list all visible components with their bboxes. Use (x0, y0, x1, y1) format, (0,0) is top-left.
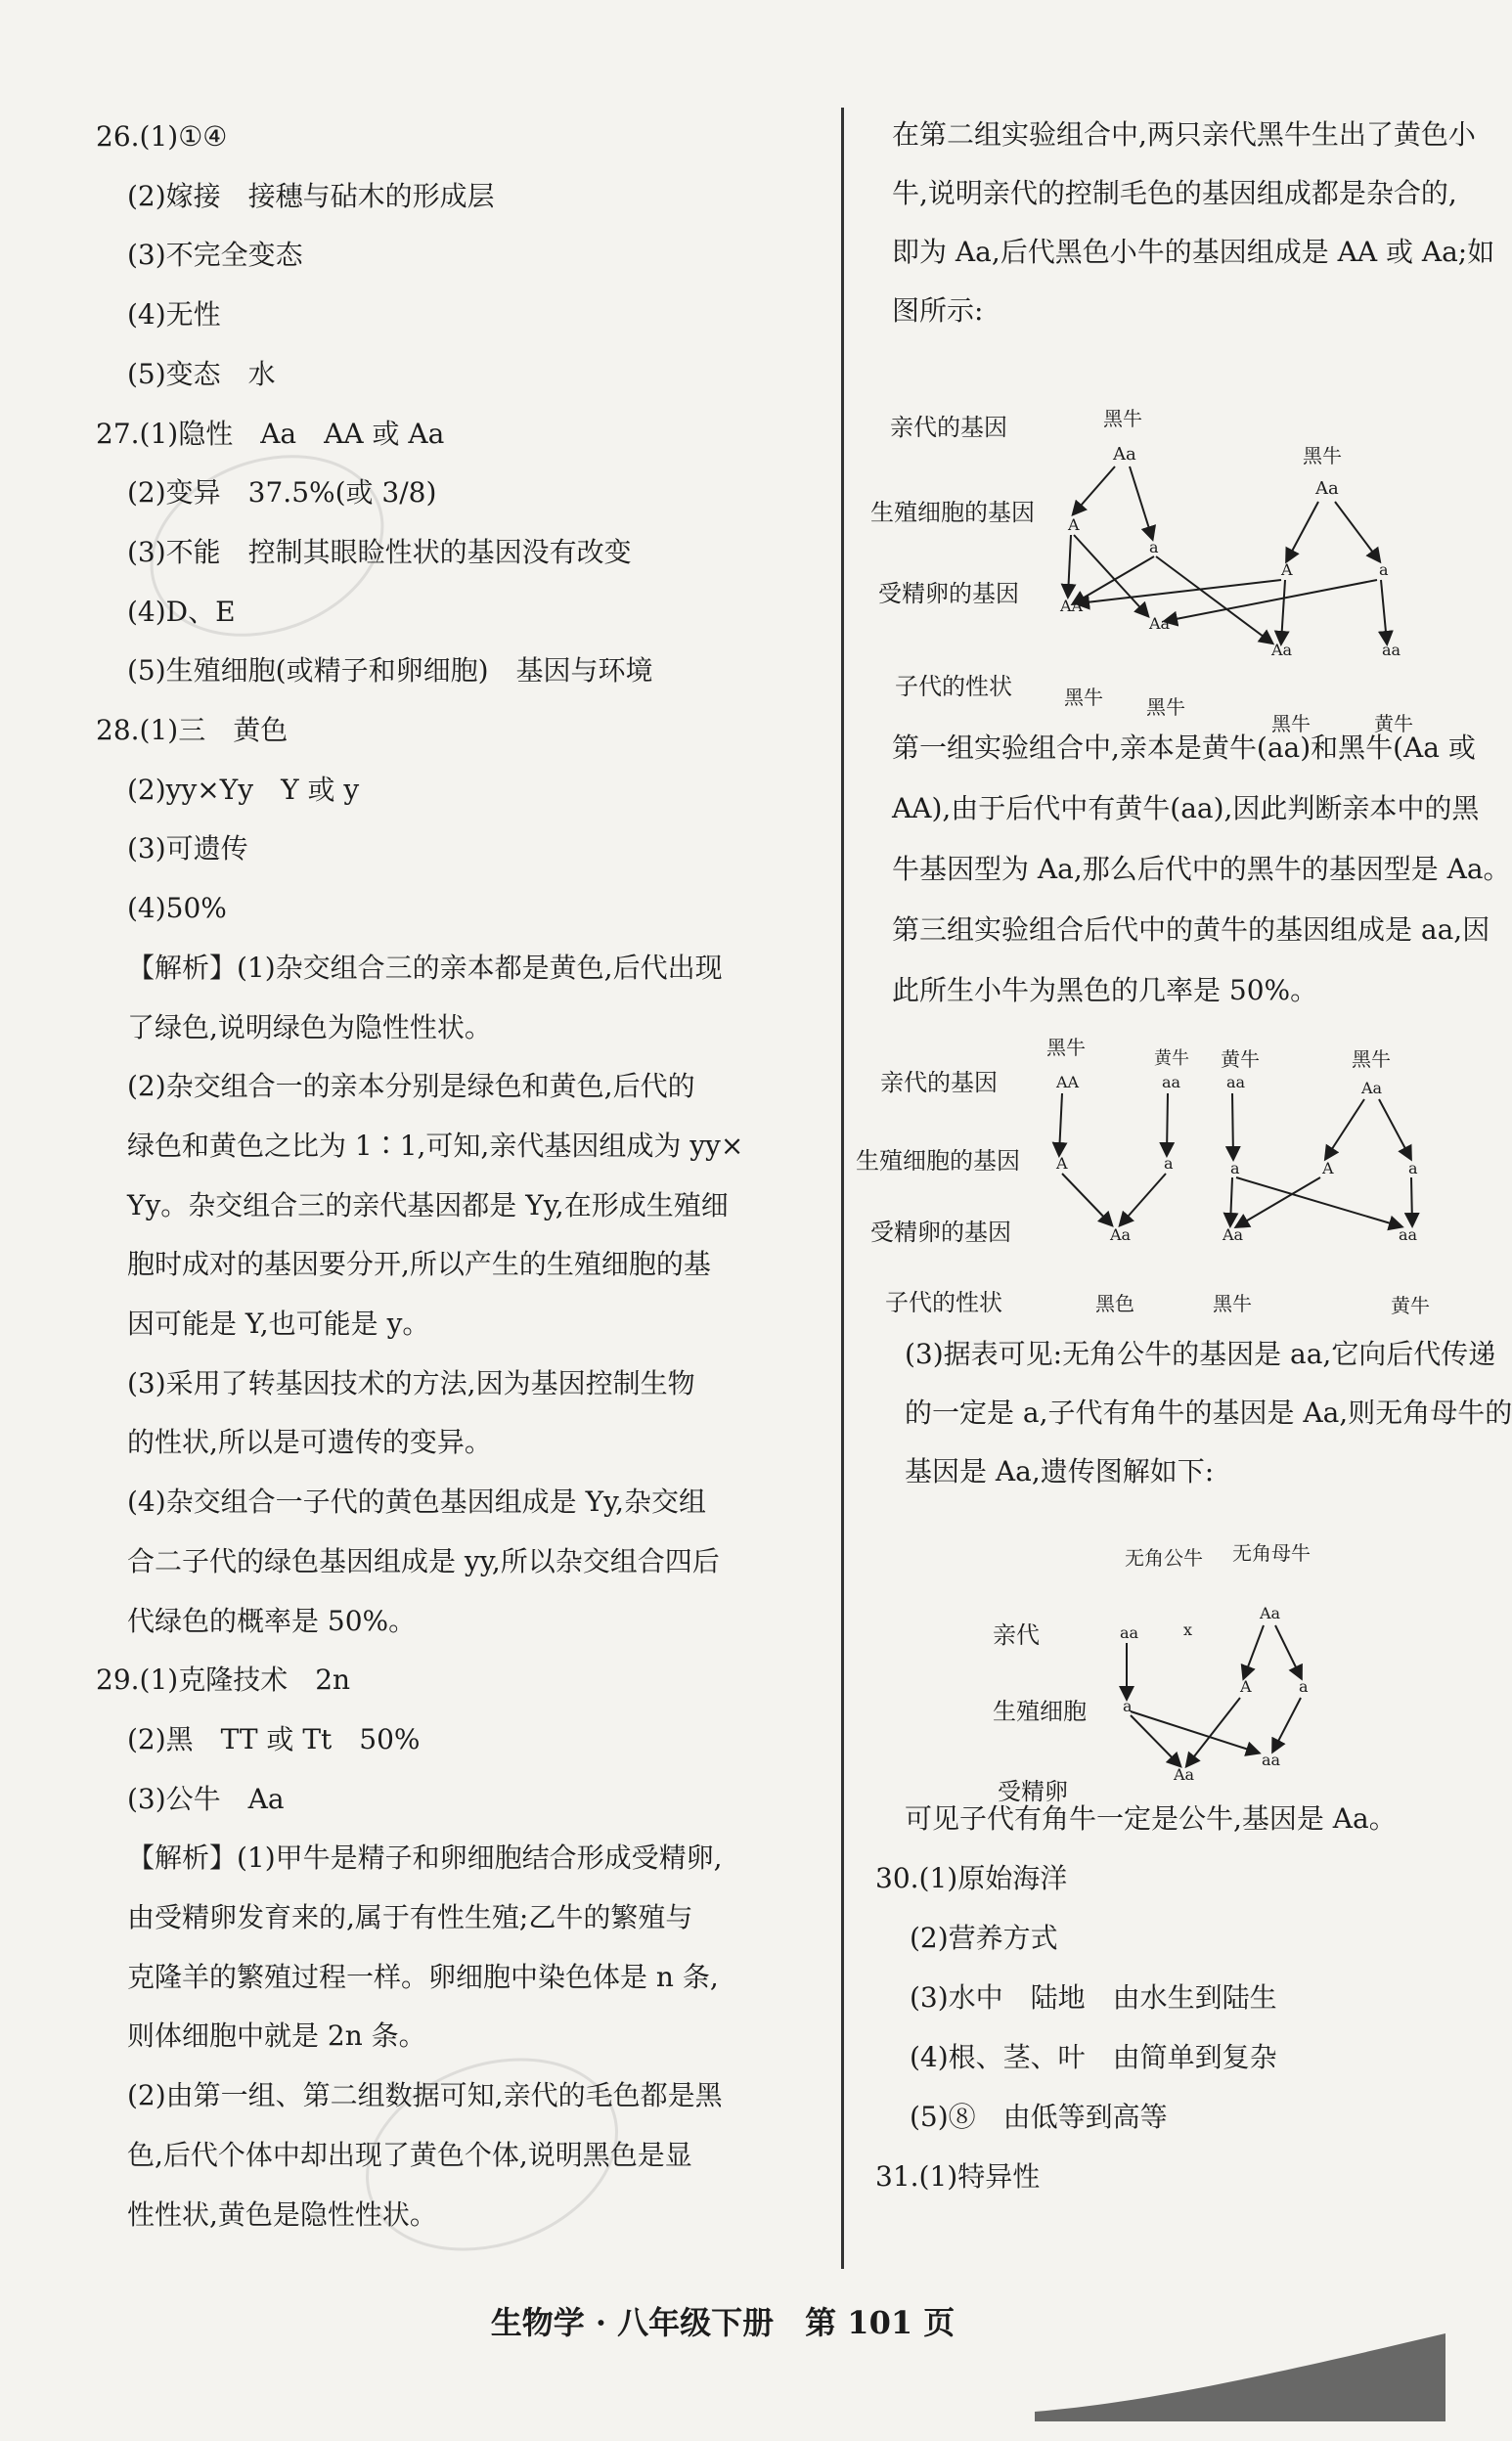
text-line: 牛基因型为 Aa,那么后代中的黑牛的基因型是 Aa。 (892, 853, 1511, 885)
d2-gamete: a (1230, 1159, 1240, 1177)
d1-row-label: 亲代的基因 (890, 414, 1007, 441)
d2-parent-gene: AA (1056, 1073, 1080, 1091)
d2-zygote: Aa (1223, 1225, 1244, 1244)
d2-parent-gene: aa (1226, 1073, 1246, 1091)
d3-cross: x (1183, 1620, 1193, 1639)
text-line: 性性状,黄色是隐性性状。 (127, 2197, 437, 2231)
scan-shadow-decoration (1035, 2333, 1445, 2421)
d1-zygote: aa (1382, 641, 1401, 659)
text-line: 即为 Aa,后代黑色小牛的基因组成是 AA 或 Aa;如 (892, 236, 1495, 268)
d1-row-label: 生殖细胞的基因 (870, 499, 1035, 526)
d1-parent: 黑牛 (1303, 444, 1342, 467)
text-line: (3)据表可见:无角公牛的基因是 aa,它向后代传递 (905, 1338, 1496, 1370)
d2-row-label: 生殖细胞的基因 (856, 1147, 1020, 1175)
text-line: (5)⑧ 由低等到高等 (910, 2101, 1168, 2133)
d3-gamete: A (1240, 1677, 1252, 1696)
inheritance-diagram-1 (851, 386, 1438, 735)
text-line: 第三组实验组合后代中的黄牛的基因组成是 aa,因 (892, 913, 1490, 946)
text-line: (5)变态 水 (127, 357, 276, 390)
text-line: 绿色和黄色之比为 1∶1,可知,亲代基因组成为 yy× (127, 1129, 744, 1162)
text-line: 了绿色,说明绿色为隐性性状。 (127, 1010, 492, 1043)
d1-offspring: 黑牛 (1146, 695, 1185, 719)
text-line: 26.(1)①④ (96, 120, 228, 153)
text-line: 的性状,所以是可遗传的变异。 (127, 1426, 492, 1459)
d2-parent-gene: aa (1162, 1073, 1181, 1091)
d2-parent: 黄牛 (1221, 1047, 1260, 1071)
text-line: (4)杂交组合一子代的黄色基因组成是 Yy,杂交组 (127, 1486, 707, 1519)
text-line: (3)采用了转基因技术的方法,因为基因控制生物 (127, 1366, 695, 1399)
text-line: (2)yy×Yy Y 或 y (127, 773, 360, 806)
text-line: 图所示: (892, 294, 984, 327)
d2-row-label: 亲代的基因 (880, 1069, 998, 1096)
text-line: (2)黑 TT 或 Tt 50% (127, 1722, 421, 1755)
d1-zygote: Aa (1271, 641, 1293, 659)
text-line: 可见子代有角牛一定是公牛,基因是 Aa。 (905, 1802, 1397, 1835)
text-line: 牛,说明亲代的控制毛色的基因组成都是杂合的, (892, 177, 1457, 209)
text-line: (4)50% (127, 892, 227, 925)
d3-row-label: 受精卵 (998, 1778, 1068, 1805)
text-line: 28.(1)三 黄色 (96, 714, 289, 746)
d3-zygote: aa (1262, 1751, 1281, 1769)
text-line: 胞时成对的基因要分开,所以产生的生殖细胞的基 (127, 1248, 711, 1281)
d2-offspring: 黑牛 (1213, 1292, 1252, 1315)
d3-row-label: 亲代 (993, 1621, 1040, 1649)
text-line: 【解析】(1)甲牛是精子和卵细胞结合形成受精卵, (127, 1842, 723, 1875)
d1-zygote: Aa (1149, 614, 1171, 633)
text-line: 31.(1)特异性 (875, 2160, 1041, 2193)
d3-parent: 无角母牛 (1232, 1541, 1311, 1565)
d1-row-label: 受精卵的基因 (878, 580, 1019, 607)
text-line: 基因是 Aa,遗传图解如下: (905, 1455, 1215, 1487)
text-line: (3)公牛 Aa (127, 1782, 285, 1815)
d1-zygote: AA (1060, 597, 1084, 615)
text-line: 因可能是 Y,也可能是 y。 (127, 1308, 430, 1340)
text-line: (4)D、E (127, 595, 236, 628)
d2-gamete: a (1408, 1159, 1418, 1177)
d1-gamete: a (1149, 538, 1159, 556)
column-divider (841, 108, 844, 2269)
d2-row-label: 受精卵的基因 (870, 1219, 1011, 1246)
d2-gamete: A (1322, 1159, 1334, 1177)
text-line: 克隆羊的繁殖过程一样。卵细胞中染色体是 n 条, (127, 1960, 719, 1993)
d2-offspring: 黄牛 (1391, 1294, 1430, 1317)
text-line: (2)营养方式 (910, 1922, 1058, 1954)
d2-zygote: Aa (1110, 1225, 1132, 1244)
text-line: 合二子代的绿色基因组成是 yy,所以杂交组合四后 (127, 1544, 720, 1577)
text-line: 在第二组实验组合中,两只亲代黑牛生出了黄色小 (892, 118, 1476, 151)
text-line: 代绿色的概率是 50%。 (127, 1604, 417, 1637)
d3-gamete: a (1123, 1697, 1133, 1715)
text-line: 色,后代个体中却出现了黄色个体,说明黑色是显 (127, 2138, 692, 2171)
d1-parent: 黑牛 (1103, 407, 1142, 430)
text-line: 的一定是 a,子代有角牛的基因是 Aa,则无角母牛的 (905, 1397, 1512, 1429)
d1-gamete: A (1068, 515, 1080, 534)
inheritance-diagram-3 (988, 1526, 1379, 1819)
d1-row-label: 子代的性状 (895, 673, 1012, 700)
text-line: (2)由第一组、第二组数据可知,亲代的毛色都是黑 (127, 2079, 723, 2112)
d2-offspring: 黑色 (1095, 1292, 1134, 1315)
d2-gamete: A (1056, 1154, 1068, 1173)
d2-parent: 黄牛 (1154, 1048, 1189, 1069)
text-line: (4)无性 (127, 298, 221, 332)
text-line: (3)不完全变态 (127, 239, 303, 272)
d1-offspring: 黄牛 (1374, 712, 1413, 735)
text-line: (3)水中 陆地 由水生到陆生 (910, 1981, 1277, 2014)
d3-parent-gene: Aa (1260, 1604, 1281, 1622)
d2-zygote: aa (1399, 1225, 1418, 1244)
text-line: (3)不能 控制其眼睑性状的基因没有改变 (127, 535, 632, 568)
d1-offspring: 黑牛 (1271, 712, 1311, 735)
d2-parent: 黑牛 (1046, 1036, 1086, 1059)
d3-gamete: a (1299, 1677, 1309, 1696)
text-line: 由受精卵发育来的,属于有性生殖;乙牛的繁殖与 (127, 1901, 693, 1933)
d3-parent-gene: aa (1120, 1623, 1139, 1642)
d1-parent-gene: Aa (1315, 478, 1339, 499)
text-line: 第一组实验组合中,亲本是黄牛(aa)和黑牛(Aa 或 (892, 732, 1476, 764)
text-line: (2)杂交组合一的亲本分别是绿色和黄色,后代的 (127, 1070, 695, 1103)
text-line: 27.(1)隐性 Aa AA 或 Aa (96, 417, 445, 450)
text-line: (3)可遗传 (127, 832, 248, 865)
d1-gamete: a (1379, 560, 1389, 579)
d1-parent-gene: Aa (1113, 444, 1136, 465)
text-line: 29.(1)克隆技术 2n (96, 1664, 351, 1697)
text-line: 30.(1)原始海洋 (875, 1862, 1068, 1894)
inheritance-diagram-2 (851, 1027, 1438, 1320)
d2-parent: 黑牛 (1352, 1047, 1391, 1071)
d3-row-label: 生殖细胞 (993, 1698, 1087, 1725)
d1-offspring: 黑牛 (1064, 686, 1103, 709)
text-line: 此所生小牛为黑色的几率是 50%。 (892, 974, 1318, 1006)
text-line: (2)嫁接 接穗与砧木的形成层 (127, 179, 495, 212)
text-line: (4)根、茎、叶 由简单到复杂 (910, 2041, 1277, 2073)
d2-parent-gene: Aa (1361, 1079, 1383, 1097)
text-line: Yy。杂交组合三的亲代基因都是 Yy,在形成生殖细 (127, 1188, 729, 1221)
text-line: AA),由于后代中有黄牛(aa),因此判断亲本中的黑 (892, 792, 1480, 824)
text-line: (2)变异 37.5%(或 3/8) (127, 476, 437, 510)
text-line: 则体细胞中就是 2n 条。 (127, 2019, 426, 2053)
text-line: (5)生殖细胞(或精子和卵细胞) 基因与环境 (127, 654, 653, 688)
d2-row-label: 子代的性状 (885, 1289, 1002, 1316)
page-footer: 生物学 · 八年级下册 第 101 页 (490, 2304, 956, 2341)
text-line: 【解析】(1)杂交组合三的亲本都是黄色,后代出现 (127, 951, 723, 984)
d3-zygote: Aa (1174, 1765, 1195, 1784)
d1-gamete: A (1281, 560, 1293, 579)
d2-gamete: a (1164, 1154, 1174, 1173)
d3-parent: 无角公牛 (1125, 1546, 1203, 1570)
